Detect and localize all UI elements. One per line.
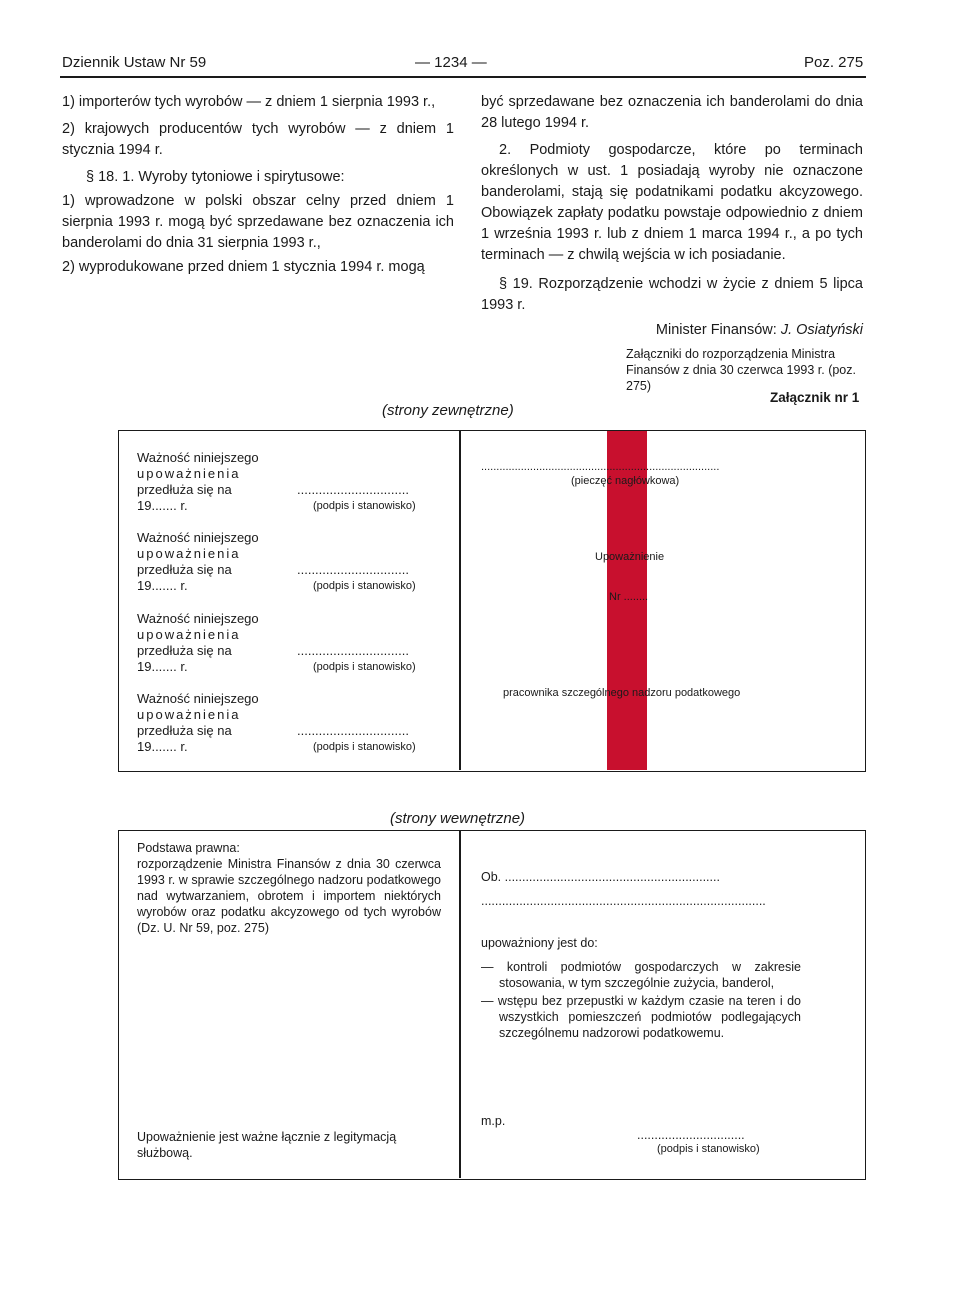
annex-note: Załączniki do rozporządzenia Ministra Finansów z dnia 30 czerwca 1993 r. (poz. 275) — [626, 347, 856, 393]
left-para-4: 1) wprowadzone w polski obszar celny przed dniem 1 sierpnia 1993 r. mogą być sprzedawane bez oznaczenia ich banderolami do dnia 31 sierpnia 1993 r., — [62, 193, 454, 251]
signature-name: J. Osiatyński — [780, 322, 863, 338]
inner-caption: (strony wewnętrzne) — [390, 810, 526, 827]
validity-block-3 — [137, 611, 447, 675]
ob-line-2: .................................................................................. — [481, 894, 766, 908]
left-para-2: 2) krajowych producentów tych wyrobów — z dniem 1 stycznia 1994 r. — [62, 121, 454, 158]
validity-block-1 — [137, 450, 447, 514]
duty-item-2: — wstępu bez przepustki w każdym czasie na teren i do wszystkich pomieszczeń podmiotów podlegających szczególnemu nadzorowi podatkowemu. — [481, 994, 801, 1040]
ob-line: Ob. .............................................................. — [481, 870, 720, 884]
validity-line-2: upoważnienia — [137, 707, 241, 722]
right-para-2: 2. Podmioty gospodarcze, które po terminach określonych w ust. 1 posiadają wyroby nie oznaczone banderolami, stają się podatnikami podatku akcyzowego. Obowiązek zapłaty podatku powstaje odpowiednio z dniem 1 września 1993 r. lub z dniem 1 marca 1994 r., a po tych terminach — z chwilą wejścia w ich posiadanie. — [481, 142, 863, 263]
legal-basis-title: Podstawa prawna: — [137, 841, 240, 855]
validity-sig-caption: (podpis i stanowisko) — [313, 741, 416, 753]
minister-signature — [481, 320, 863, 341]
authorization-title: Upoważnienie — [595, 551, 665, 563]
validity-sig-caption: (podpis i stanowisko) — [313, 580, 416, 592]
validity-line-2: upoważnienia — [137, 627, 241, 642]
validity-dots: ............................... — [297, 562, 409, 577]
left-para-1: 1) importerów tych wyrobów — z dniem 1 sierpnia 1993 r., — [62, 94, 436, 110]
validity-note: Upoważnienie jest ważne łącznie z legitymacją służbową. — [137, 1130, 397, 1160]
stamp-caption: (pieczęć nagłówkowa) — [571, 475, 680, 487]
left-column — [62, 92, 454, 278]
validity-block-2 — [137, 530, 447, 594]
validity-sig-caption: (podpis i stanowisko) — [313, 500, 416, 512]
validity-line-4: 19....... r. — [137, 659, 188, 674]
validity-line-4: 19....... r. — [137, 498, 188, 513]
header-right: Poz. 275 — [804, 54, 864, 71]
validity-line-1: Ważność niniejszego — [137, 691, 259, 706]
validity-dots: ............................... — [297, 482, 409, 497]
header-rule — [60, 76, 866, 78]
left-para-5: 2) wyprodukowane przed dniem 1 stycznia 1994 r. mogą — [62, 259, 425, 275]
validity-line-2: upoważnienia — [137, 546, 241, 561]
duty-item-1: — kontroli podmiotów gospodarczych w zakresie stosowania, w tym szczególnie zużycia, banderol, — [481, 960, 801, 990]
validity-dots: ............................... — [297, 643, 409, 658]
legal-basis — [137, 840, 441, 936]
validity-line-3: przedłuża się na — [137, 723, 232, 738]
validity-line-1: Ważność niniejszego — [137, 530, 259, 545]
inner-form — [118, 830, 866, 1180]
outer-divider — [459, 431, 461, 770]
header-left: Dziennik Ustaw Nr 59 — [62, 54, 207, 71]
validity-line-3: przedłuża się na — [137, 482, 232, 497]
validity-line-4: 19....... r. — [137, 739, 188, 754]
validity-line-1: Ważność niniejszego — [137, 450, 259, 465]
annex-title: Załącznik nr 1 — [770, 390, 860, 405]
inner-divider — [459, 831, 461, 1178]
validity-block-4 — [137, 691, 447, 755]
stamp-dots: .............................................................................. — [481, 461, 720, 473]
outer-form — [118, 430, 866, 772]
validity-line-3: przedłuża się na — [137, 643, 232, 658]
validity-line-3: przedłuża się na — [137, 562, 232, 577]
signature-prefix: Minister Finansów: — [655, 322, 781, 338]
outer-caption: (strony zewnętrzne) — [382, 402, 514, 419]
validity-dots: ............................... — [297, 723, 409, 738]
validity-sig-caption: (podpis i stanowisko) — [313, 661, 416, 673]
page-number: — 1234 — — [415, 54, 487, 71]
right-para-3: § 19. Rozporządzenie wchodzi w życie z dniem 5 lipca 1993 r. — [481, 276, 863, 313]
authorized-label: upoważniony jest do: — [481, 936, 598, 950]
left-para-3: § 18. 1. Wyroby tytoniowe i spirytusowe: — [86, 169, 345, 185]
right-para-1: być sprzedawane bez oznaczenia ich banderolami do dnia 28 lutego 1994 r. — [481, 94, 863, 131]
inner-sig-caption: (podpis i stanowisko) — [657, 1143, 760, 1155]
validity-line-1: Ważność niniejszego — [137, 611, 259, 626]
validity-line-2: upoważnienia — [137, 466, 241, 481]
right-column — [481, 92, 863, 341]
authorization-number: Nr ........ — [609, 591, 649, 603]
employee-label: pracownika szczególnego nadzoru podatkowego — [503, 687, 741, 699]
validity-line-4: 19....... r. — [137, 578, 188, 593]
inner-sig-dots: ............................... — [637, 1128, 745, 1142]
legal-basis-text: rozporządzenie Ministra Finansów z dnia 30 czerwca 1993 r. w sprawie szczególnego nadzoru podatkowego nad wytwarzaniem, obrotem i importem niektórych wyrobów oraz podatku akcyzowego od tych wyrobów (Dz. U. Nr 59, poz. 275) — [137, 857, 441, 935]
mp-label: m.p. — [481, 1114, 506, 1128]
